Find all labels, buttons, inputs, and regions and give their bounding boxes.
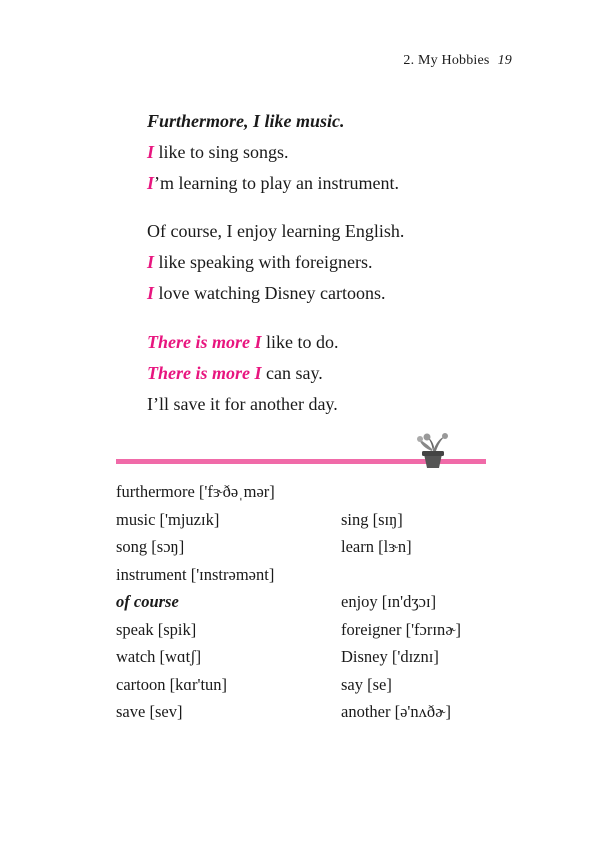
vocab-row [116,671,516,699]
vocab-phonetic: [sev] [149,702,183,721]
vocab-phonetic: [sɔŋ] [151,537,185,556]
vocab-phonetic: [spik] [157,619,197,639]
highlighted-text: I [147,252,155,272]
vocab-word: enjoy [341,592,378,611]
text-segment: can say. [261,363,323,383]
text-segment: Of course, I enjoy learning English. [147,221,405,241]
paragraph-1 [147,106,399,199]
vocab-phonetic: [ɪn'dʒɔɪ] [381,592,437,611]
text-segment: love watching Disney cartoons. [154,283,386,303]
vocab-phonetic: ['mjuzɪk] [159,509,220,529]
vocab-word: song [116,537,148,556]
text-line [147,389,339,420]
vocab-phonetic: [sɪŋ] [372,509,403,529]
vocab-entry [341,643,439,671]
paragraph-2 [147,216,404,309]
vocab-word: say [341,674,363,694]
text-line [147,327,339,358]
vocab-phonetic: ['fɔrɪnɚ] [405,619,462,639]
text-segment: like to sing songs. [154,142,289,162]
vocab-entry [341,671,392,699]
text-segment: like speaking with foreigners. [154,252,373,272]
text-line [147,247,404,278]
vocab-word: watch [116,647,156,666]
highlighted-text: I [147,173,155,193]
text-line [147,358,339,389]
vocab-entry [116,506,219,534]
vocab-phonetic: [se] [367,674,392,694]
text-line [147,137,399,168]
vocab-row [116,506,516,534]
vocab-word: learn [341,537,374,556]
vocab-row [116,561,516,589]
text-line [147,168,399,199]
vocab-word: of course [116,592,179,611]
vocab-word: instrument [116,564,187,584]
text-line [147,278,404,309]
vocab-entry [116,588,179,616]
vocab-word: music [116,509,156,529]
vocab-row [116,698,516,726]
vocab-phonetic: ['ɪnstrəmənt] [190,564,275,584]
vocab-entry [116,643,201,671]
vocab-row [116,533,516,561]
vocab-entry [341,588,436,616]
running-header [403,53,512,69]
vocab-row [116,643,516,671]
highlighted-text: I [147,283,155,303]
vocab-row [116,478,516,506]
vocab-phonetic: [wɑtʃ] [159,647,202,666]
paragraph-3 [147,327,339,420]
vocab-phonetic: [ə'nʌðɚ] [394,702,451,721]
vocab-phonetic: ['fɝðəˌmər] [198,482,275,501]
vocab-entry [116,561,274,589]
section-title: 2. My Hobbies [403,53,490,68]
vocab-word: foreigner [341,619,402,639]
potted-plant-icon [410,430,456,472]
vocab-word: cartoon [116,674,166,694]
vocab-entry [116,698,182,726]
vocab-entry [341,506,403,534]
vocab-entry [116,616,196,644]
vocab-entry [341,533,412,561]
vocab-entry [341,616,461,644]
text-line [147,106,399,137]
vocab-word: another [341,702,391,721]
vocab-word: sing [341,509,369,529]
vocab-word: save [116,702,146,721]
vocab-row [116,616,516,644]
vocab-phonetic: [kɑr'tun] [169,674,228,694]
text-segment: I’ll save it for another day. [147,394,338,414]
vocab-word: furthermore [116,482,195,501]
highlighted-text: There is more I [147,363,262,383]
vocab-entry [341,698,451,726]
vocab-word: Disney [341,647,388,666]
vocabulary-list [116,478,516,726]
vocab-entry [116,478,275,506]
text-segment: like to do. [261,332,339,352]
text-line [147,216,404,247]
text-segment: Furthermore, I like music. [147,111,345,131]
vocab-entry [116,671,227,699]
vocab-phonetic: ['dɪznɪ] [391,647,439,666]
highlighted-text: There is more I [147,332,262,352]
vocab-row [116,588,516,616]
vocab-phonetic: [lɝn] [378,537,412,556]
highlighted-text: I [147,142,155,162]
vocab-word: speak [116,619,154,639]
vocab-entry [116,533,184,561]
text-segment: ’m learning to play an instrument. [154,173,399,193]
page-number: 19 [497,53,512,68]
